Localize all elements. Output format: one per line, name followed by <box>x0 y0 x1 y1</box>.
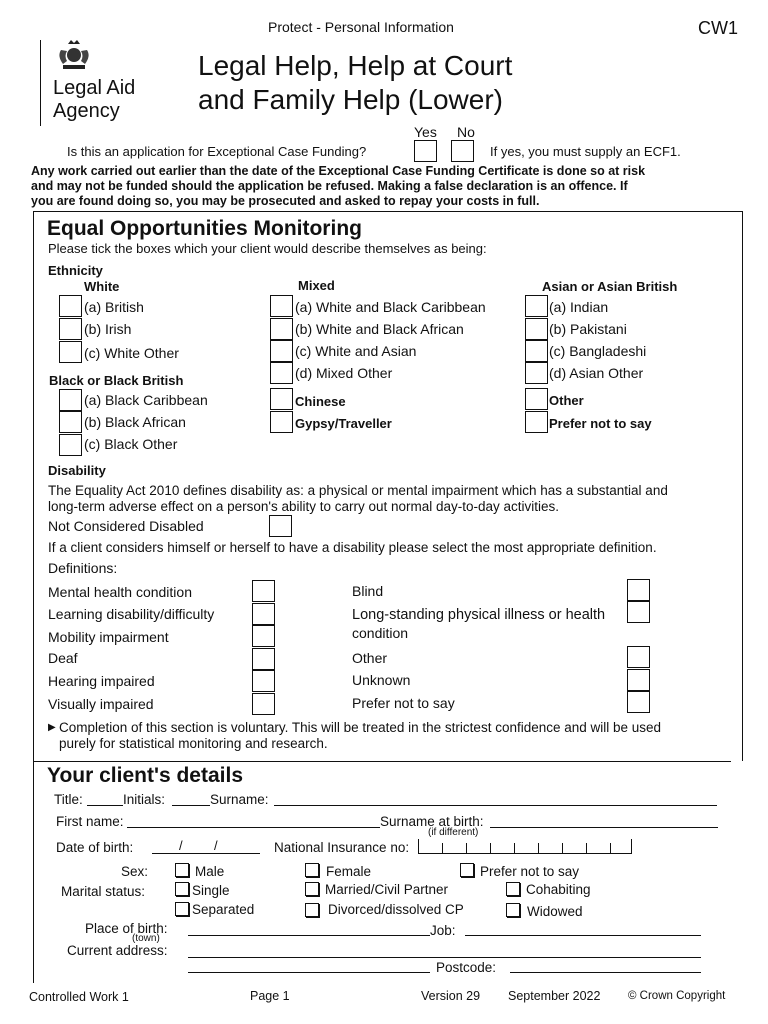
ecf-no-label: No <box>457 124 475 140</box>
marital-separated-checkbox[interactable] <box>175 902 189 916</box>
dob-sep2: / <box>214 838 218 853</box>
place-of-birth-field[interactable] <box>188 935 430 936</box>
disability-label: Disability <box>48 463 106 478</box>
mixed-other-label: (d) Mixed Other <box>295 365 393 381</box>
def-long-standing-label-2: condition <box>352 625 409 641</box>
black-caribbean-label: (a) Black Caribbean <box>84 392 208 408</box>
dob-field[interactable] <box>152 853 260 854</box>
asian-other-label: (d) Asian Other <box>549 365 644 381</box>
asian-indian-checkbox[interactable] <box>525 295 548 317</box>
def-deaf-label: Deaf <box>48 650 78 666</box>
def-unknown-checkbox[interactable] <box>627 669 650 691</box>
white-other-label: (c) White Other <box>84 345 179 361</box>
marital-separated-label: Separated <box>192 902 255 917</box>
def-prefer-not-checkbox[interactable] <box>627 691 650 713</box>
asian-pakistani-checkbox[interactable] <box>525 318 548 340</box>
white-heading: White <box>84 279 120 294</box>
marital-single-checkbox[interactable] <box>175 882 189 896</box>
client-details-title: Your client's details <box>47 764 243 787</box>
sex-label: Sex: <box>121 864 149 879</box>
mixed-white-black-caribbean-label: (a) White and Black Caribbean <box>295 299 486 315</box>
white-irish-checkbox[interactable] <box>59 318 82 340</box>
triangle-bullet-icon: ▶ <box>48 722 56 733</box>
footer-form-name: Controlled Work 1 <box>29 990 129 1004</box>
job-field[interactable] <box>465 935 701 936</box>
footer-version: Version 29 <box>421 989 481 1003</box>
current-address-label: Current address: <box>67 943 168 958</box>
form-title-line2: and Family Help (Lower) <box>198 84 503 115</box>
asian-bangladeshi-label: (c) Bangladeshi <box>549 343 647 359</box>
title-label: Title: <box>54 792 83 807</box>
asian-pakistani-label: (b) Pakistani <box>549 321 627 337</box>
black-other-label: (c) Black Other <box>84 436 178 452</box>
white-irish-label: (b) Irish <box>84 321 132 337</box>
def-mental-health-checkbox[interactable] <box>252 580 275 602</box>
logo-line1: Legal Aid <box>53 77 136 99</box>
other-ethnicity-checkbox[interactable] <box>525 388 548 410</box>
marital-cohabiting-label: Cohabiting <box>526 882 591 897</box>
def-mental-health-label: Mental health condition <box>48 584 192 600</box>
equal-ops-title: Equal Opportunities Monitoring <box>47 217 362 240</box>
ecf-warning-line1: Any work carried out earlier than the date of the Exceptional Case Funding Certificate is done so at risk <box>31 164 646 178</box>
form-title-line1: Legal Help, Help at Court <box>198 50 513 81</box>
def-mobility-checkbox[interactable] <box>252 625 275 647</box>
def-mobility-label: Mobility impairment <box>48 629 169 645</box>
footer-copyright: © Crown Copyright <box>628 990 726 1002</box>
voluntary-note-line2: purely for statistical monitoring and research. <box>59 736 328 751</box>
ni-label: National Insurance no: <box>274 840 410 855</box>
def-deaf-checkbox[interactable] <box>252 648 275 670</box>
marital-single-label: Single <box>192 883 230 898</box>
marital-widowed-checkbox[interactable] <box>506 903 520 917</box>
form-code: CW1 <box>698 18 738 38</box>
sex-prefer-not-label: Prefer not to say <box>480 864 580 879</box>
job-label: Job: <box>430 923 456 938</box>
disability-select-text: If a client considers himself or herself to have a disability please select the most appropriate definition. <box>48 540 657 555</box>
footer-date: September 2022 <box>508 989 601 1003</box>
def-blind-label: Blind <box>352 583 384 599</box>
ecf-yes-checkbox[interactable] <box>414 140 437 162</box>
town-note: (town) <box>132 933 160 944</box>
address-line1-field[interactable] <box>188 957 701 958</box>
black-african-checkbox[interactable] <box>59 411 82 433</box>
def-other-checkbox[interactable] <box>627 646 650 668</box>
white-british-checkbox[interactable] <box>59 295 82 317</box>
mixed-white-asian-label: (c) White and Asian <box>295 343 417 359</box>
chinese-checkbox[interactable] <box>270 388 293 410</box>
marital-divorced-label: Divorced/dissolved CP <box>328 902 464 917</box>
marital-widowed-label: Widowed <box>527 904 583 919</box>
ecf-yes-label: Yes <box>414 124 437 140</box>
mixed-white-black-african-label: (b) White and Black African <box>295 321 464 337</box>
postcode-field[interactable] <box>510 972 701 973</box>
not-disabled-label: Not Considered Disabled <box>48 518 204 534</box>
asian-indian-label: (a) Indian <box>549 299 609 315</box>
other-ethnicity-label: Other <box>549 393 584 408</box>
marital-cohabiting-checkbox[interactable] <box>506 882 520 896</box>
ecf-warning-line3: you are found doing so, you may be prosecuted and asked to repay your costs in full. <box>31 194 540 208</box>
sex-female-label: Female <box>326 864 372 879</box>
chinese-label: Chinese <box>295 394 346 409</box>
place-of-birth-label: Place of birth: <box>85 921 168 936</box>
initials-field[interactable] <box>172 805 210 806</box>
not-disabled-checkbox[interactable] <box>269 515 292 537</box>
sex-female-checkbox[interactable] <box>305 863 319 877</box>
footer-page: Page 1 <box>250 989 290 1003</box>
ethnicity-label: Ethnicity <box>48 263 103 278</box>
black-african-label: (b) Black African <box>84 414 186 430</box>
initials-label: Initials: <box>123 792 166 807</box>
mixed-heading: Mixed <box>298 278 335 293</box>
mixed-white-black-african-checkbox[interactable] <box>270 318 293 340</box>
def-learning-checkbox[interactable] <box>252 603 275 625</box>
def-blind-checkbox[interactable] <box>627 579 650 601</box>
white-other-checkbox[interactable] <box>59 341 82 363</box>
def-other-label: Other <box>352 650 388 666</box>
first-name-label: First name: <box>56 814 124 829</box>
ecf-warning-line2: and may not be funded should the application be refused. Making a false declaration is an offence. If <box>31 179 628 193</box>
def-learning-label: Learning disability/difficulty <box>48 606 215 622</box>
black-heading: Black or Black British <box>49 373 184 388</box>
protect-marking: Protect - Personal Information <box>268 19 454 35</box>
marital-married-checkbox[interactable] <box>305 882 319 896</box>
first-name-field[interactable] <box>127 827 380 828</box>
ecf-note: If yes, you must supply an ECF1. <box>490 144 681 159</box>
def-visual-label: Visually impaired <box>48 696 154 712</box>
def-hearing-checkbox[interactable] <box>252 670 275 692</box>
def-long-standing-checkbox[interactable] <box>627 601 650 623</box>
surname-field[interactable] <box>274 805 717 806</box>
disability-definition-line1: The Equality Act 2010 defines disability as: a physical or mental impairment which has a substantial and <box>48 483 668 498</box>
black-caribbean-checkbox[interactable] <box>59 389 82 411</box>
sex-prefer-not-checkbox[interactable] <box>460 863 474 877</box>
ethnicity-prefer-not-label: Prefer not to say <box>549 416 652 431</box>
logo-line2: Agency <box>53 100 120 122</box>
if-different-note: (if different) <box>428 827 479 838</box>
royal-crest-icon <box>56 38 92 72</box>
marital-married-label: Married/Civil Partner <box>325 882 449 897</box>
ecf-no-checkbox[interactable] <box>451 140 474 162</box>
disability-definition-line2: long-term adverse effect on a person's ability to carry out normal day-to-day activities. <box>48 499 560 514</box>
asian-heading: Asian or Asian British <box>542 279 678 294</box>
ethnicity-prefer-not-checkbox[interactable] <box>525 411 548 433</box>
marital-divorced-checkbox[interactable] <box>305 903 319 917</box>
def-visual-checkbox[interactable] <box>252 693 275 715</box>
mixed-white-black-caribbean-checkbox[interactable] <box>270 295 293 317</box>
postcode-label: Postcode: <box>436 960 497 975</box>
white-british-label: (a) British <box>84 299 144 315</box>
gypsy-traveller-label: Gypsy/Traveller <box>295 416 392 431</box>
asian-bangladeshi-checkbox[interactable] <box>525 340 548 362</box>
definitions-label: Definitions: <box>48 560 118 576</box>
def-prefer-not-label: Prefer not to say <box>352 695 455 711</box>
marital-label: Marital status: <box>61 884 146 899</box>
black-other-checkbox[interactable] <box>59 434 82 456</box>
dob-label: Date of birth: <box>56 840 134 855</box>
def-hearing-label: Hearing impaired <box>48 673 155 689</box>
sex-male-checkbox[interactable] <box>175 863 189 877</box>
title-field[interactable] <box>87 805 123 806</box>
def-long-standing-label: Long-standing physical illness or health <box>352 607 606 623</box>
dob-sep1: / <box>179 838 183 853</box>
mixed-white-asian-checkbox[interactable] <box>270 340 293 362</box>
surname-birth-field[interactable] <box>490 827 718 828</box>
address-line2-field[interactable] <box>188 972 430 973</box>
gypsy-traveller-checkbox[interactable] <box>270 411 293 433</box>
def-unknown-label: Unknown <box>352 672 411 688</box>
mixed-other-checkbox[interactable] <box>270 362 293 384</box>
surname-label: Surname: <box>210 792 269 807</box>
surname-birth-label: Surname at birth: <box>380 814 484 829</box>
voluntary-note-line1: Completion of this section is voluntary. This will be treated in the strictest confidence and will be used <box>59 720 662 735</box>
equal-ops-intro: Please tick the boxes which your client would describe themselves as being: <box>48 241 487 256</box>
sex-male-label: Male <box>195 864 225 879</box>
asian-other-checkbox[interactable] <box>525 362 548 384</box>
ecf-question: Is this an application for Exceptional Case Funding? <box>67 144 367 159</box>
